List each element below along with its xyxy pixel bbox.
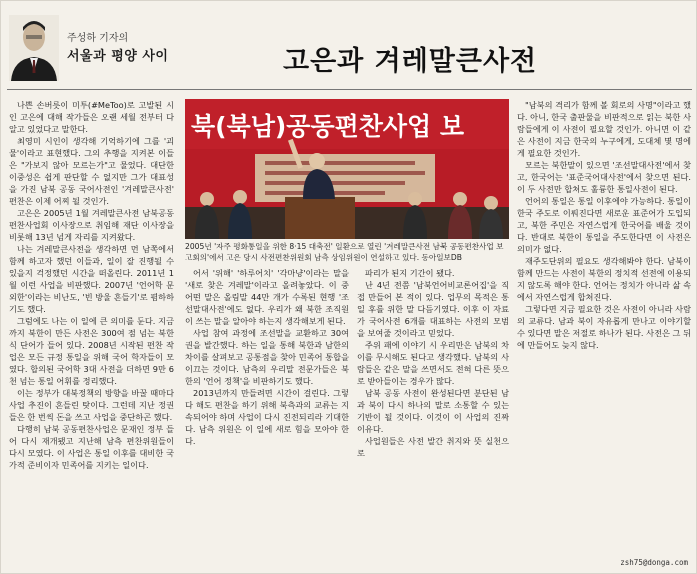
- paragraph: 사업 참여 과정에 조선말을 교환하고 30여 권을 발간했다. 하는 일을 통해 북한과 남한의 차이를 살펴보고 공통점을 찾아 민족어 통합을 이끄는 것이다. 남측의 우리말 전문가들은 북한의 '언어 정책'을 비판하기도 했다.: [185, 328, 349, 386]
- paragraph: 모르는 북한말이 있으면 '조선말대사전'에서 찾고, 한국어는 '표준국어대사전'에서 찾으면 된다. 이 두 사전만 합쳐도 훌륭한 통일사전이 된다.: [517, 160, 691, 194]
- news-photo: [185, 99, 509, 239]
- paragraph: 남북 공동 사전이 완성된다면 분단된 남과 북이 다시 하나의 말로 소통할 수 있는 기반이 될 것이다. 이것이 이 사업의 진짜 이유다.: [357, 388, 509, 434]
- text-column-3: [357, 267, 509, 567]
- paragraph: 나는 겨레말큰사전을 생각하면 먼 남쪽에서 함께 하고자 했던 이들과, 일이 잘 진행될 수 있을지 걱정했던 시간을 떠올린다. 2011년 1월 이런 사업을 비판했다. 2007년 '언어학 문외한'이라는 비난도, '빈 방울 흔들기'로 폄하하기도 했다.: [9, 244, 174, 314]
- author-name: 주성하 기자의: [67, 33, 129, 44]
- header-divider: [7, 89, 692, 90]
- column-title: 서울과 평양 사이: [67, 49, 169, 64]
- author-email: zsh75@donga.com: [620, 558, 688, 567]
- photo-caption: 2005년 '자주 평화통일을 위한 8·15 대축전' 일환으로 열린 '겨레말큰사전 남북 공동편찬사업 보고회의'에서 고은 당시 사전편찬위원회 남측 상임위원이 연설하고 있다. 동아일보DB: [185, 242, 504, 262]
- paragraph: 나쁜 손버릇이 미투(#MeToo)로 고발된 시인 고은에 대해 작가들은 오랜 세월 전부터 다 알고 있었다고 말한다.: [9, 100, 174, 134]
- paragraph: 그렇다면 지금 필요한 것은 사전이 아니라 사람의 교류다. 남과 북이 자유롭게 만나고 이야기할 수 있다면 말은 저절로 하나가 된다. 사전은 그 뒤에 만들어도 늦지 않다.: [517, 304, 691, 350]
- paragraph: 다행히 남북 공동편찬사업은 문재인 정부 들어 다시 재개됐고 지난해 남측 편찬위원들이 다시 모였다. 이 사업은 통일 이후를 대비한 국가적 준비이자 민족어를 지키는 일이다.: [9, 424, 174, 470]
- banner-text: 북(북남)공동편찬사업 보: [191, 112, 465, 141]
- paragraph: 언어의 통일은 통일 이후에야 가능하다. 통일이 한국 주도로 이뤄진다면 새로운 표준어가 도입되고, 북한 주민은 자연스럽게 한국어를 배울 것이다. 반대로 북한이 통일을 주도한다면 이 사전은 의미가 없다.: [517, 196, 691, 254]
- paragraph: 어서 '위해' '하루어치' '각마냥'이라는 말을 '새로 찾은 겨레말'이라고 올려놓았다. 이 중 어떤 말은 올림말 44만 개가 수록된 현행 '조선말대사전'에도 없다. 우리가 왜 북한 조직원이 쓰는 말을 알아야 하는지 생각해보게 된다.: [185, 268, 349, 326]
- paragraph: 재주도단위의 필요도 생각해봐야 한다. 남북이 함께 만드는 사전이 북한의 정치적 선전에 이용되지 않도록 해야 한다. 언어는 정치가 아니라 삶 속에서 자연스럽게 합쳐진다.: [517, 256, 691, 302]
- text-column-1: [9, 99, 174, 569]
- paragraph: 사업원들은 사전 발간 취지와 뜻 실천으로: [357, 436, 509, 458]
- paragraph: 이는 정부가 대북정책의 방향을 바꿀 때마다 사업 추진이 흔들린 탓이다. 그런데 지난 정권들은 한 번씩 돈을 쓰고 사업을 중단하곤 했다.: [9, 388, 174, 422]
- text-column-2: [185, 267, 349, 567]
- paragraph: 난 4년 전쯤 '남북언어비교론어집'을 직접 만들어 본 적이 있다. 업무의 목적은 통일 후를 위한 말 다듬기였다. 이후 이 자료가 국어사전 6개를 대표하는 사전의 모범을 보여줄 것이라고 믿었다.: [357, 280, 509, 338]
- paragraph: 그럼에도 나는 이 일에 큰 의미를 둔다. 지금까지 북한이 만든 사전은 300여 점 넘는 북한식 단어가 들어 있다. 2008년 시작된 편찬 작업은 모든 규정 통일을 위해 국어 학자들이 모였다. 합의된 국어학 3대 사전을 더하면 9만 6천 넘는 통일 어휘를 정리했다.: [9, 316, 174, 386]
- paragraph: 파리가 된지 기간이 됐다.: [365, 268, 455, 278]
- headline: 고은과 겨레말큰사전: [283, 46, 538, 77]
- paragraph: 최영미 시인이 생각해 기억하기에 그를 '괴물'이라고 표현했다. 그의 추행을 지켜본 이들은 "가보지 않아 모르는가"고 물었다. 대단한 이중성은 쉽게 판단할 수 없지만 그가 대표성을 가진 남북 공동 국어사전인 '겨레말큰사전' 편찬은 이제 어찌 될 것인가.: [9, 136, 174, 206]
- column-header: [1, 1, 697, 93]
- paragraph: 2013년까지 만들려면 시간이 걸린다. 그렇다 해도 편찬을 하기 위해 북측과의 교류는 지속되어야 하며 사업이 다시 진전되리라 기대한다. 남측 위원은 이 일에 새로 힘을 모아야 한다.: [185, 388, 349, 446]
- news-photo-graphic: [185, 99, 509, 239]
- paragraph: "남북의 격리가 함께 볼 회로의 사명"이라고 했다. 아니, 한국 출판물을 비판적으로 읽는 북한 사람들에게 이 사전이 필요할 것인가. 아니면 이 같은 사전이 지금 한국의 누구에게, 도대체 몇 명에게 필요한 것인가.: [517, 100, 691, 158]
- text-column-4: [517, 99, 691, 569]
- paragraph: 고은은 2005년 1월 겨레말큰사전 남북공동편찬사업회 이사장으로 취임해 재단 이사장을 비롯해 13년 넘게 자리를 지켜왔다.: [9, 208, 174, 242]
- paragraph: 주위 패에 이야기 시 우리만은 남북의 차이를 무시해도 된다고 생각했다. 남북의 사람들은 같은 말을 쓰면서도 전혀 다른 뜻으로 받아들이는 경우가 많다.: [357, 340, 509, 386]
- author-portrait: [9, 15, 59, 81]
